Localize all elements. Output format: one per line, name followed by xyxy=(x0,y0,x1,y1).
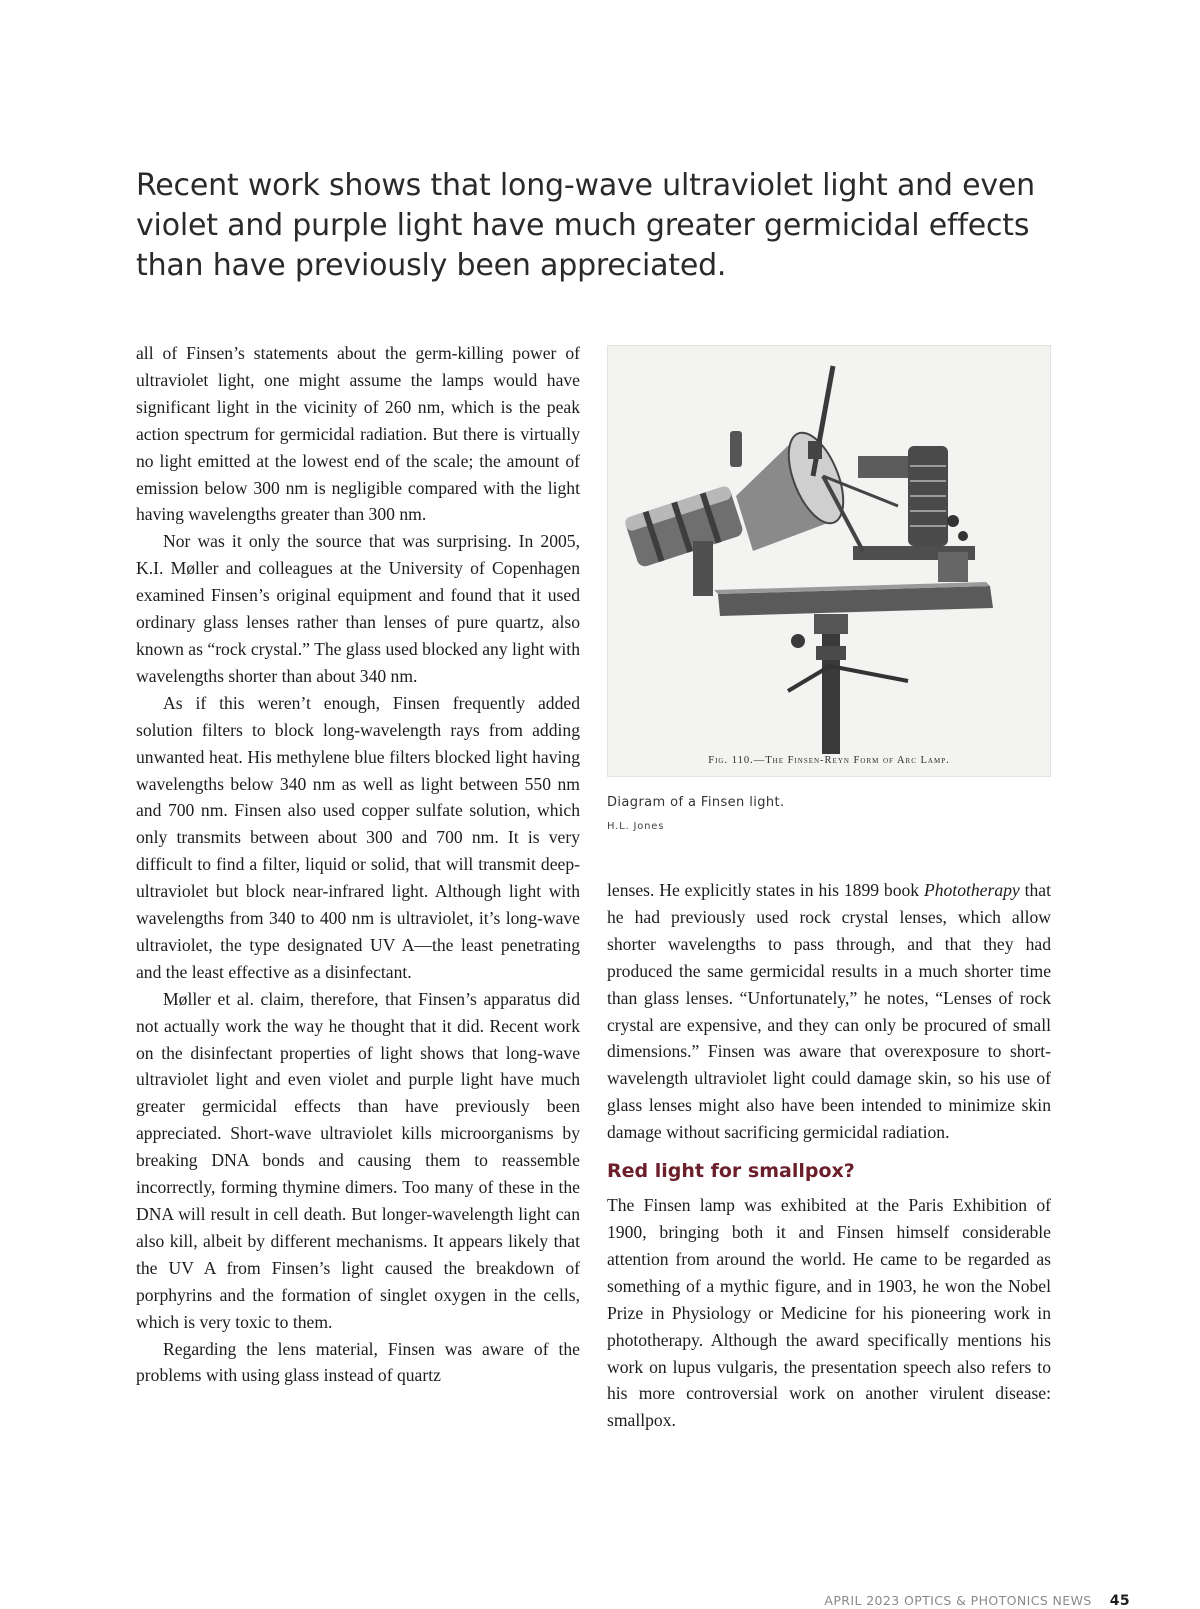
finsen-lamp-illustration xyxy=(608,346,1052,778)
body-paragraph: Nor was it only the source that was surprising. In 2005, K.I. Møller and colleagues at the University of Copenhagen examined Finsen’s original equipment and found that it used ordinary glass lenses rather than lenses of pure quartz, also known as “rock crystal.” The glass used blocked any light with wavelengths shorter than about 340 nm. xyxy=(136,531,580,686)
figure-plate-caption: Fig. 110.—The Finsen-Reyn Form of Arc Lamp. xyxy=(708,755,950,766)
figure-credit: H.L. Jones xyxy=(607,821,665,832)
body-paragraph: The Finsen lamp was exhibited at the Paris Exhibition of 1900, bringing both it and Finsen himself considerable attention from around the world. He came to be regarded as something of a mythic figure, and in 1903, he won the Nobel Prize in Physiology or Medicine for his pioneering work in phototherapy. Although the award specifically mentions his work on lupus vulgaris, the presentation speech also refers to his more controversial work on another virulent disease: smallpox. xyxy=(607,1195,1051,1431)
book-title: Phototherapy xyxy=(923,880,1020,900)
finsen-lamp-figure xyxy=(607,345,1051,777)
body-paragraph xyxy=(607,877,1051,1146)
section-subheading: Red light for smallpox? xyxy=(607,1160,855,1183)
issue-label: APRIL 2023 OPTICS & PHOTONICS NEWS xyxy=(824,1593,1092,1608)
body-paragraph: Møller et al. claim, therefore, that Finsen’s apparatus did not actually work the way he thought that it did. Recent work on the disinfectant properties of light shows that long-wave ultraviolet light and even violet and purple light have much greater germicidal effects than have previously been appreciated. Short-wave ultraviolet kills microorganisms by breaking DNA bonds and causing them to reassemble incorrectly, forming thymine dimers. Too many of these in the DNA will result in cell death. But longer-wavelength light can also kill, albeit by different mechanisms. It appears likely that the UV A from Finsen’s light caused the breakdown of porphyrins and the formation of singlet oxygen in the cells, which is very toxic to them. xyxy=(136,988,580,1332)
body-paragraph: Regarding the lens material, Finsen was aware of the problems with using glass instead of quartz xyxy=(136,1338,580,1386)
paragraph-text: lenses. He explicitly states in his 1899 book xyxy=(607,880,924,900)
body-paragraph: As if this weren’t enough, Finsen frequently added solution filters to block long-wavelength rays from adding unwanted heat. His methylene blue filters blocked light having wavelengths below 340 nm as well as light between 550 nm and 700 nm. Finsen also used copper sulfate solution, which only transmits between about 300 and 700 nm. It is very difficult to find a filter, liquid or solid, that will transmit deep-ultraviolet but block near-infrared light. Although light with wavelengths from 340 to 400 nm is ultraviolet, it’s long-wave ultraviolet, the type designated UV A—the least penetrating and the least effective as a disinfectant. xyxy=(136,692,580,982)
left-column xyxy=(136,340,580,1389)
figure-caption: Diagram of a Finsen light. xyxy=(607,795,785,810)
paragraph-text: that he had previously used rock crystal lenses, which allow shorter wavelengths to pass through, and that they had produced the same germicidal results in a much shorter time than glass lenses. “Unfortunately,” he notes, “Lenses of rock crystal are expensive, and they can only be procured of small dimensions.” Finsen was aware that overexposure to short-wavelength ultraviolet light could damage skin, so his use of glass lenses might also have been intended to minimize skin damage without sacrificing germicidal radiation. xyxy=(607,880,1051,1143)
pull-quote: Recent work shows that long-wave ultraviolet light and even violet and purple light have much greater germicidal effects than have previously been appreciated. xyxy=(136,168,1035,283)
right-column xyxy=(607,877,1051,1434)
page-footer xyxy=(824,1593,1130,1609)
page-number: 45 xyxy=(1109,1593,1130,1609)
body-paragraph: all of Finsen’s statements about the germ-killing power of ultraviolet light, one might assume the lamps would have significant light in the vicinity of 260 nm, which is the peak action spectrum for germicidal radiation. But there is virtually no light emitted at the lowest end of the scale; the amount of emission below 300 nm is negligible compared with the light having wavelengths greater than 300 nm. xyxy=(136,343,580,525)
